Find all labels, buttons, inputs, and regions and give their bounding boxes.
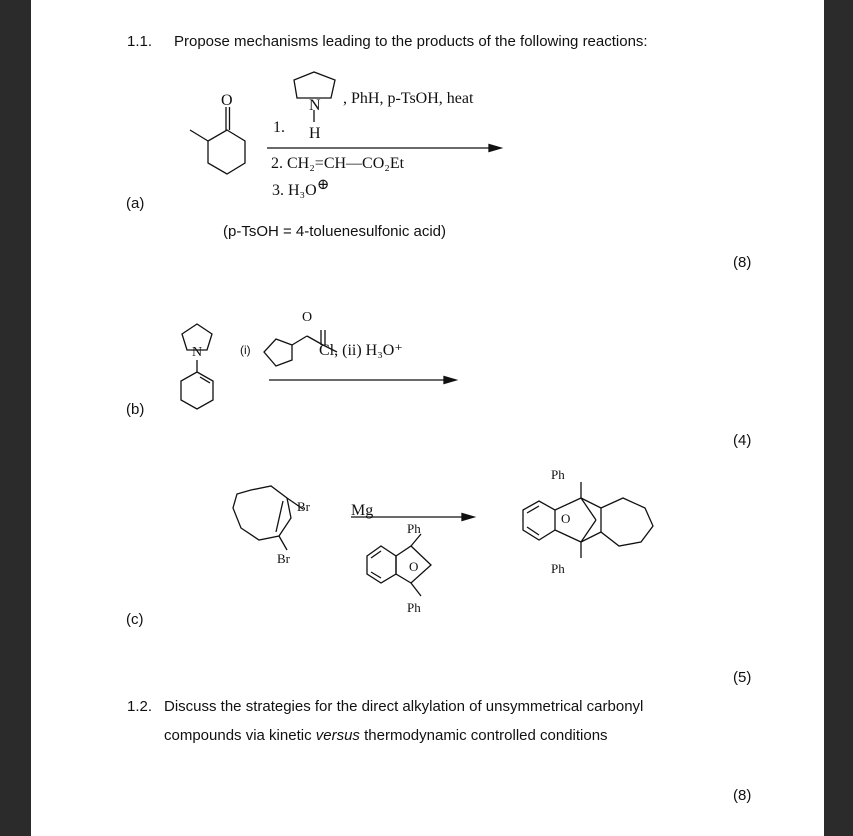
- question-number-1-1: 1.1.: [127, 33, 153, 50]
- italic-versus: versus: [315, 727, 360, 744]
- cycloheptene-ring: [233, 486, 291, 540]
- step-i-label: (i): [240, 343, 251, 357]
- phenyl-label-3: Ph: [551, 467, 565, 482]
- furan-oxygen: O: [409, 559, 419, 574]
- cyclopentyl-ring: [264, 339, 292, 366]
- acyl-oxygen: O: [302, 310, 313, 325]
- part-a-label: (a): [126, 195, 145, 212]
- bridge-oxygen: O: [561, 511, 571, 526]
- step-3-reagent: 3. H₃O⊕: [272, 177, 330, 199]
- question-2-line-2: compounds via kinetic versus thermodynamic controlled conditions: [164, 727, 608, 744]
- product-cycloheptane-ring: [601, 498, 653, 546]
- part-c-scheme: [221, 470, 641, 620]
- enamine-nitrogen: N: [192, 345, 203, 360]
- cyclohexene-ring: [181, 372, 213, 409]
- pyrrolidine-ring: [294, 72, 335, 98]
- phenyl-label-2: Ph: [407, 600, 421, 615]
- marks-c: (5): [733, 669, 752, 686]
- footnote-ptsoh: (p-TsOH = 4-toluenesulfonic acid): [223, 223, 447, 240]
- question-number-1-2: 1.2.: [127, 698, 153, 715]
- phenyl-label-1: Ph: [407, 521, 421, 536]
- marks-a: (8): [733, 254, 752, 271]
- step-1-reagents: , PhH, p-TsOH, heat: [343, 90, 474, 107]
- question-prompt: Propose mechanisms leading to the products of the following reactions:: [174, 33, 648, 50]
- cyclohexanone-ring: [208, 130, 245, 174]
- marks-b: (4): [733, 432, 752, 449]
- carbonyl-oxygen-a: O: [221, 92, 233, 109]
- bromine-bottom: Br: [277, 551, 290, 566]
- bromine-top: Br: [297, 499, 310, 514]
- plus-charge-icon: ⊕: [316, 177, 330, 193]
- step-2-reagent: 2. CH₂=CH—CO₂Et: [271, 155, 405, 172]
- isobenzofuran-benzo-ring: [367, 546, 396, 583]
- product-benzo-ring: [523, 501, 555, 540]
- part-b-label: (b): [126, 401, 145, 418]
- marks-q2: (8): [733, 787, 752, 804]
- reagent-b-tail: Cl, (ii) H₃O⁺: [319, 342, 403, 359]
- pyrrolidine-nitrogen-a: N: [309, 97, 321, 114]
- part-c-label: (c): [126, 611, 144, 628]
- question-2-line-1: Discuss the strategies for the direct alkylation of unsymmetrical carbonyl: [164, 698, 644, 715]
- step-1-number: 1.: [273, 119, 285, 136]
- reagent-magnesium: Mg: [351, 502, 374, 519]
- pyrrolidine-hydrogen-a: H: [309, 125, 321, 142]
- phenyl-label-4: Ph: [551, 561, 565, 576]
- document-page: [31, 0, 824, 836]
- part-b-scheme: [171, 310, 471, 420]
- methyl-group: [190, 130, 208, 141]
